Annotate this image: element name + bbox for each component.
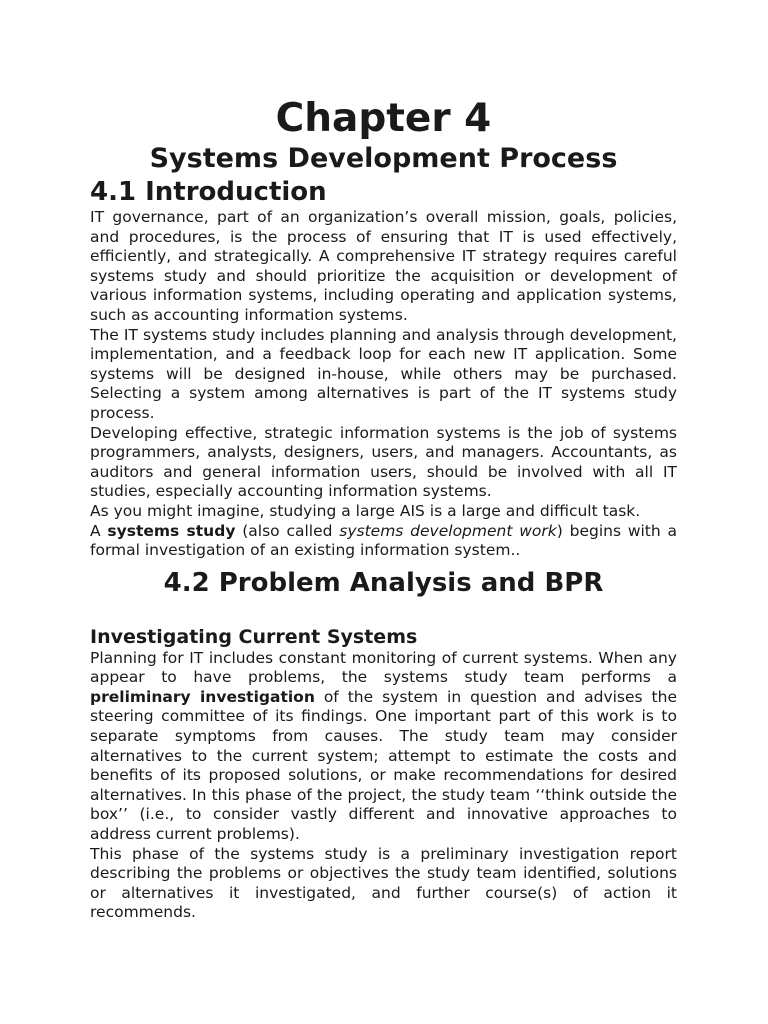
paragraph: IT governance, part of an organization’s overall mission, goals, policies, and procedures, is the process of ensuring that IT is used effectively, efficiently, and strategically. A comprehensive IT strategy requires careful systems study and should prioritize the acquisition or development of various information systems, including operating and application systems, such as accounting information systems. — [90, 208, 677, 324]
chapter-title: Chapter 4 — [275, 96, 492, 141]
text-run: ) begins with a formal investigation of an existing information system.. — [90, 521, 678, 560]
subheading-investigating-current-systems: Investigating Current Systems — [90, 625, 418, 648]
section-heading-problem-analysis: 4.2 Problem Analysis and BPR — [163, 567, 604, 598]
text-run: Planning for IT includes constant monitoring of current systems. When any appear to have problems, the systems study team performs a — [90, 648, 677, 687]
paragraph: Developing effective, strategic information systems is the job of systems programmers, analysts, designers, users, and managers. Accountants, as auditors and general information users, should be involved with all IT studies, especially accounting information systems. — [90, 423, 677, 501]
paragraph: The IT systems study includes planning and analysis through development, implementation, and a feedback loop for each new IT application. Some systems will be designed in-house, while others may be purchased. Selecting a system among alternatives is part of the IT systems study process. — [90, 325, 677, 422]
bold-term: preliminary investigation — [90, 687, 315, 706]
document-page — [90, 96, 677, 923]
paragraph: As you might imagine, studying a large AIS is a large and difficult task. — [90, 501, 641, 520]
italic-term: systems development work — [339, 521, 557, 540]
bold-term: systems study — [107, 521, 236, 540]
text-run: A — [90, 521, 108, 540]
paragraph: This phase of the systems study is a preliminary investigation report describing the problems or objectives the study team identified, solutions or alternatives it investigated, and further course(s) of action it recommends. — [90, 844, 677, 922]
paragraph-systems-study — [90, 522, 677, 561]
text-run: of the system in question and advises the steering committee of its findings. One important part of this work is to separate symptoms from causes. The study team may consider alternatives to the current system; attempt to estimate the costs and benefits of its proposed solutions, or make recommendations for desired alternatives. In this phase of the project, the study team ‘‘think outside the box’’ (i.e., to consider vastly different and innovative approaches to address current problems). — [90, 687, 677, 844]
chapter-subtitle: Systems Development Process — [149, 143, 618, 174]
paragraph-preliminary-investigation — [90, 649, 677, 845]
text-run: (also called — [235, 521, 340, 540]
section-heading-introduction: 4.1 Introduction — [90, 177, 327, 207]
